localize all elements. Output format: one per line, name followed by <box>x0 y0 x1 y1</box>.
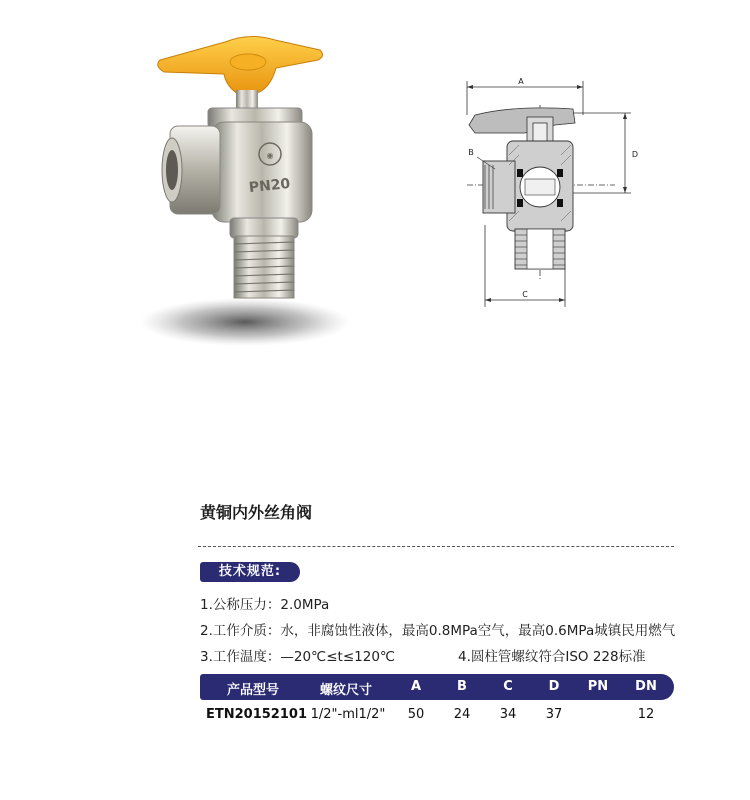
dim-label-c: C <box>522 290 528 299</box>
cell-d: 37 <box>545 707 563 722</box>
cell-b: 24 <box>453 707 471 722</box>
male-thread <box>234 236 294 298</box>
product-photo <box>130 22 370 362</box>
header-pn: PN <box>587 679 609 694</box>
spec-badge: 技术规范: <box>200 562 300 582</box>
dashed-divider <box>198 546 674 547</box>
dim-label-a: A <box>518 77 524 86</box>
header-b: B <box>457 679 467 694</box>
pn-stamp: PN20 <box>248 175 292 197</box>
valve-body <box>212 122 312 222</box>
header-model: 产品型号 <box>226 683 279 698</box>
header-thread-size: 螺纹尺寸 <box>319 683 372 698</box>
header-c: C <box>503 679 513 694</box>
header-d: D <box>548 679 560 694</box>
cell-model: ETN20152101 <box>206 707 307 722</box>
cell-c: 34 <box>499 707 517 722</box>
product-title: 黄铜内外丝角阀 <box>200 503 313 522</box>
spec-temperature: 3.工作温度：—20℃≤t≤120℃ <box>200 649 396 665</box>
cell-dn: 12 <box>637 707 655 722</box>
spec-pressure: 1.公称压力：2.0MPa <box>200 597 330 613</box>
cell-thread-size: 1/2"-ml1/2" <box>310 707 386 722</box>
header-dn: DN <box>635 679 657 694</box>
header-a: A <box>410 679 422 694</box>
technical-drawing <box>455 75 655 315</box>
dim-label-d: D <box>631 150 639 159</box>
spec-medium: 2.工作介质：水，非腐蚀性液体，最高0.8MPa空气，最高0.6MPa城镇民用燃气 <box>200 623 676 639</box>
floor-shadow <box>140 298 350 346</box>
cell-a: 50 <box>407 707 425 722</box>
dim-label-b: B <box>468 148 474 157</box>
svg-text:◉: ◉ <box>266 151 274 160</box>
spec-thread-standard: 4.圆柱管螺纹符合ISO 228标准 <box>458 649 646 665</box>
